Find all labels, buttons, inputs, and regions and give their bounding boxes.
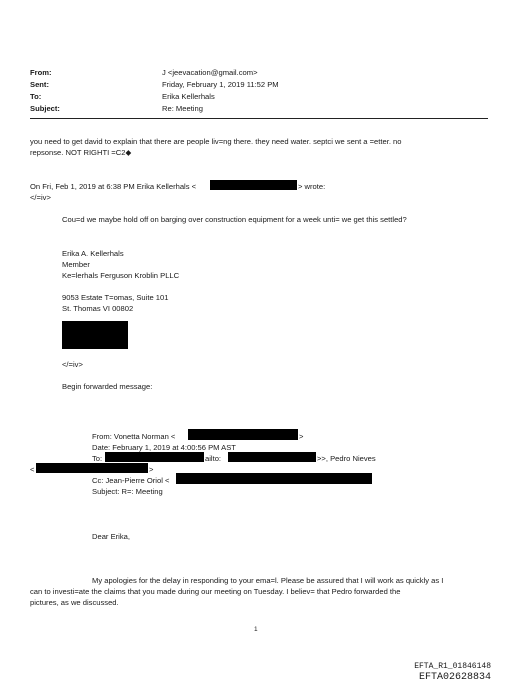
fwd-to: To: xyxy=(92,454,103,463)
signature-address-2: St. Thomas VI 00802 xyxy=(62,304,134,313)
redaction-bar xyxy=(188,429,298,440)
redaction-block xyxy=(62,321,128,349)
footer-id-2: EFTA02628834 xyxy=(418,672,491,683)
fwd-para-line-3: pictures, as we discussed. xyxy=(30,598,119,607)
quoted-wrote: > wrote: xyxy=(298,182,326,191)
body-line-2: repsonse. NOT RIGHTI =C2◆ xyxy=(30,148,132,157)
fwd-para-line-2: can to investi=ate the claims that you made during our meeting on Tuesday. I believ= that Pedro forwarded the xyxy=(30,587,401,596)
fwd-cont-open: < xyxy=(30,465,35,474)
fwd-from-close: > xyxy=(299,432,304,441)
forward-label: Begin forwarded message: xyxy=(62,382,153,391)
header-to-value: Erika Kellerhals xyxy=(162,92,215,101)
page-number: 1 xyxy=(254,626,258,633)
redaction-bar xyxy=(36,463,148,473)
fwd-cc: Cc: Jean-Pierre Oriol < xyxy=(92,476,170,485)
redaction-bar xyxy=(210,180,297,190)
quoted-div-tag: </=iv> xyxy=(30,193,51,202)
body-line-1: you need to get david to explain that there are people liv=ng there. they need water. septci we sent a =etter. no xyxy=(30,137,402,146)
fwd-para-line-1: My apologies for the delay in responding to your ema=l. Please be assured that I will work as quickly as I xyxy=(92,576,444,585)
header-to-label: To: xyxy=(30,92,42,101)
quoted-div-tag-2: </=iv> xyxy=(62,360,83,369)
header-from-label: From: xyxy=(30,68,52,77)
header-divider xyxy=(30,118,488,119)
redaction-bar xyxy=(105,452,204,462)
signature-title: Member xyxy=(62,260,90,269)
footer-id-1: EFTA_R1_01846148 xyxy=(414,662,491,671)
header-sent-label: Sent: xyxy=(30,80,49,89)
fwd-greeting: Dear Erika, xyxy=(92,532,130,541)
signature-name: Erika A. Kellerhals xyxy=(62,249,124,258)
quoted-message: Cou=d we maybe hold off on barging over construction equipment for a week unti= we get this settled? xyxy=(62,215,407,224)
signature-firm: Ke=lerhals Ferguson Kroblin PLLC xyxy=(62,271,180,280)
fwd-to-pedro: >>, Pedro Nieves xyxy=(317,454,376,463)
signature-address-1: 9053 Estate T=omas, Suite 101 xyxy=(62,293,169,302)
redaction-bar xyxy=(228,452,316,462)
fwd-date: Date: February 1, 2019 at 4:00:56 PM AST xyxy=(92,443,236,452)
quoted-on-line: On Fri, Feb 1, 2019 at 6:38 PM Erika Kellerhals < xyxy=(30,182,197,191)
fwd-subject: Subject: R=: Meeting xyxy=(92,487,163,496)
redaction-bar xyxy=(176,473,372,484)
fwd-cont-close: > xyxy=(149,465,154,474)
fwd-to-mailto: ailto: xyxy=(205,454,222,463)
header-subject-label: Subject: xyxy=(30,104,60,113)
header-from-value: J <jeevacation@gmail.com> xyxy=(162,68,258,77)
header-subject-value: Re: Meeting xyxy=(162,104,203,113)
fwd-from: From: Vonetta Norman < xyxy=(92,432,176,441)
header-sent-value: Friday, February 1, 2019 11:52 PM xyxy=(162,80,279,89)
